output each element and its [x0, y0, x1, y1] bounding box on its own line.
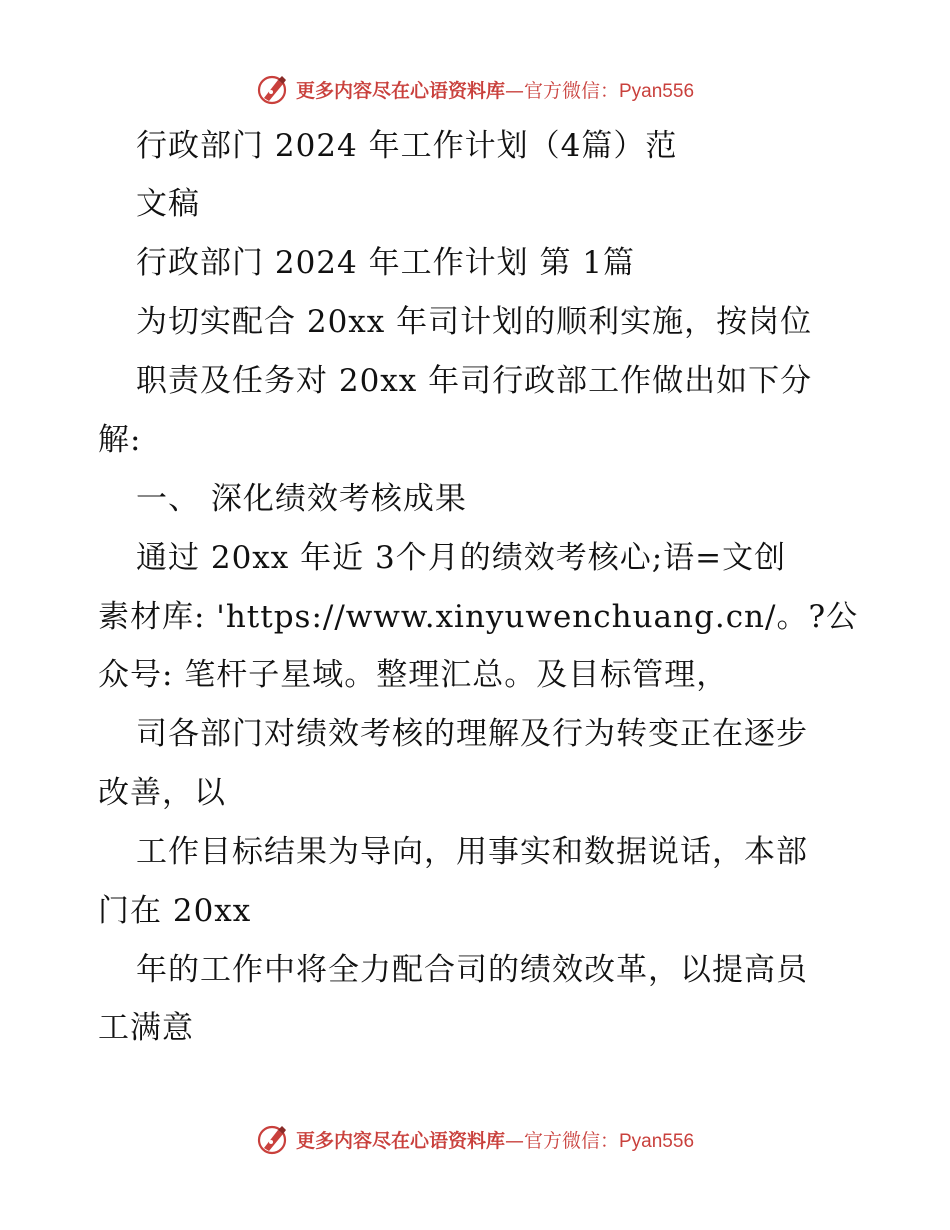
doc-title-line-2: 文稿	[136, 186, 200, 222]
watermark-sub: 官方微信：	[523, 1129, 619, 1152]
paragraph-line: 司各部门对绩效考核的理解及行为转变正在逐步	[136, 716, 808, 752]
footer-watermark	[0, 1122, 950, 1156]
watermark-id: Pyan556	[619, 1130, 695, 1152]
doc-title-line-1: 行政部门 2024 年工作计划（4篇）范	[136, 128, 678, 164]
paragraph-line: 门在 20xx	[98, 893, 252, 929]
paragraph-line: 工满意	[98, 1010, 194, 1046]
subsection-heading: 一、 深化绩效考核成果	[136, 481, 467, 517]
section-heading: 行政部门 2024 年工作计划 第 1篇	[136, 245, 636, 281]
watermark-id: Pyan556	[619, 80, 695, 102]
watermark-text	[296, 1126, 694, 1153]
paragraph-line: 改善，以	[98, 775, 226, 811]
paragraph-line: 为切实配合 20xx 年司计划的顺利实施，按岗位	[136, 304, 813, 340]
paragraph-line: 解:	[98, 422, 142, 458]
watermark-main: 更多内容尽在心语资料库	[295, 1129, 505, 1152]
pen-logo-icon	[256, 1122, 290, 1156]
paragraph-line: 职责及任务对 20xx 年司行政部工作做出如下分	[136, 363, 813, 399]
paragraph-line: 通过 20xx 年近 3个月的绩效考核心;语=文创	[136, 540, 787, 576]
paragraph-line: 工作目标结果为导向，用事实和数据说话，本部	[136, 834, 808, 870]
watermark-main: 更多内容尽在心语资料库	[295, 79, 505, 102]
watermark-dash: —	[504, 79, 524, 102]
watermark-dash: —	[504, 1129, 524, 1152]
paragraph-line: 素材库: 'https://www.xinyuwenchuang.cn/。?公	[98, 599, 859, 635]
watermark-sub: 官方微信：	[523, 79, 619, 102]
paragraph-line: 年的工作中将全力配合司的绩效改革，以提高员	[136, 952, 808, 988]
paragraph-line: 众号: 笔杆子星域。整理汇总。及目标管理，	[98, 657, 729, 693]
